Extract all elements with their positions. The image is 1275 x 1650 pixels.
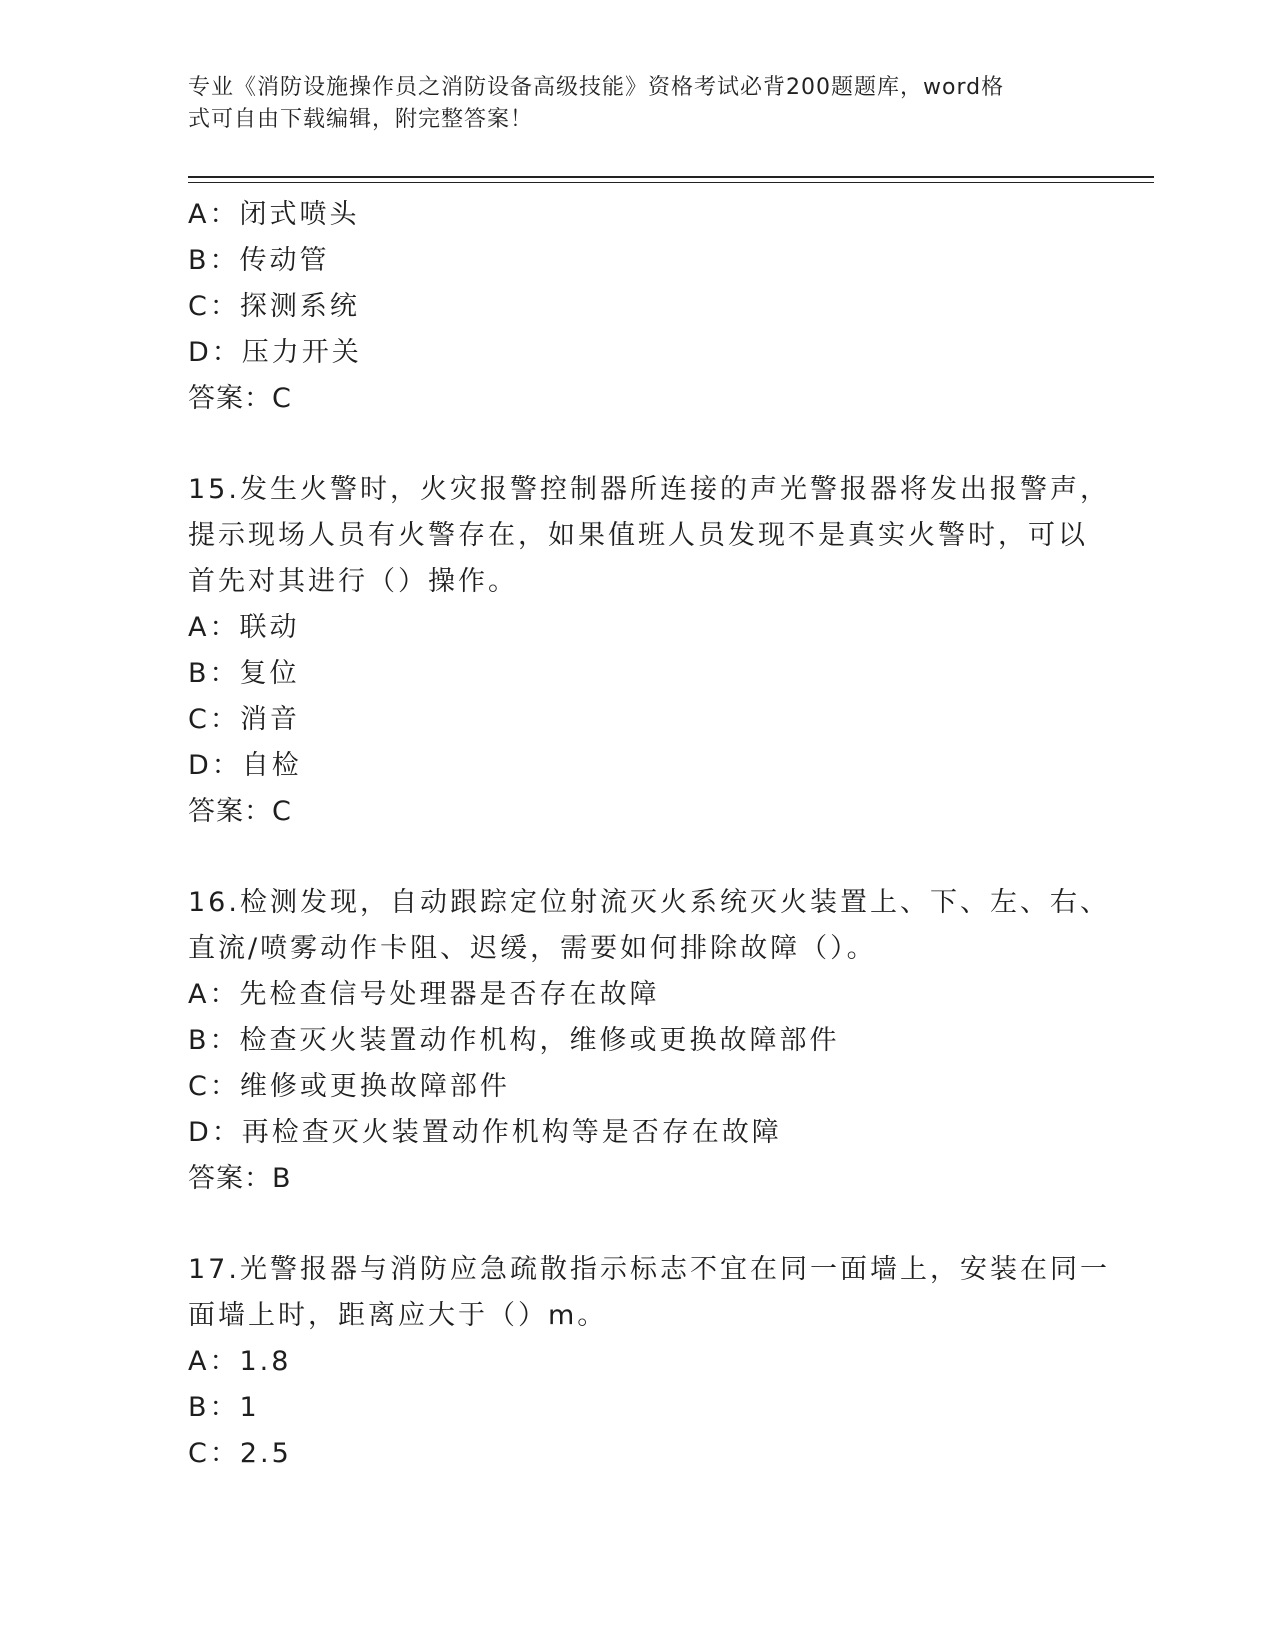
option-c: C：探测系统 [188,291,360,322]
option-a: A：联动 [188,612,300,643]
answer: 答案：C [188,383,292,414]
option-c: C：消音 [188,704,300,735]
option-a: A：闭式喷头 [188,199,360,230]
question-17 [188,1247,1110,1477]
option-c: C：维修或更换故障部件 [188,1071,510,1102]
spacer [188,835,1088,880]
question-14 [188,192,1088,422]
question-16 [188,880,1110,1202]
option-a: A：先检查信号处理器是否存在故障 [188,979,660,1010]
option-b: B：传动管 [188,245,330,276]
question-stem-line: 直流/喷雾动作卡阻、迟缓，需要如何排除故障（）。 [188,933,877,964]
question-stem-line: 面墙上时，距离应大于（）m。 [188,1300,608,1331]
question-stem-line: 15.发生火警时，火灾报警控制器所连接的声光警报器将发出报警声， [188,474,1110,505]
option-d: D：压力开关 [188,337,362,368]
question-stem-line: 16.检测发现，自动跟踪定位射流灭火系统灭火装置上、下、左、右、 [188,887,1110,918]
option-b: B：检查灭火装置动作机构，维修或更换故障部件 [188,1025,840,1056]
question-list [188,192,1110,1477]
spacer [188,1202,1088,1247]
option-a: A：1.8 [188,1346,292,1377]
option-b: B：1 [188,1392,260,1423]
header-line-2: 式可自由下载编辑，附完整答案！ [188,107,534,132]
header-line-1: 专业《消防设施操作员之消防设备高级技能》资格考试必背200题题库，word格 [188,75,1005,100]
option-c: C：2.5 [188,1438,292,1469]
option-d: D：再检查灭火装置动作机构等是否存在故障 [188,1117,782,1148]
option-b: B：复位 [188,658,300,689]
question-stem-line: 17.光警报器与消防应急疏散指示标志不宜在同一面墙上，安装在同一 [188,1254,1110,1285]
question-stem-line: 首先对其进行（）操作。 [188,566,518,597]
question-stem-line: 提示现场人员有火警存在，如果值班人员发现不是真实火警时，可以 [188,520,1088,551]
spacer [188,422,1088,467]
question-15 [188,467,1110,835]
header-rule-thick [188,176,1154,178]
header-rule-thin [188,182,1154,183]
document-header [188,72,1068,136]
answer: 答案：C [188,796,292,827]
answer: 答案：B [188,1163,292,1194]
option-d: D：自检 [188,750,302,781]
